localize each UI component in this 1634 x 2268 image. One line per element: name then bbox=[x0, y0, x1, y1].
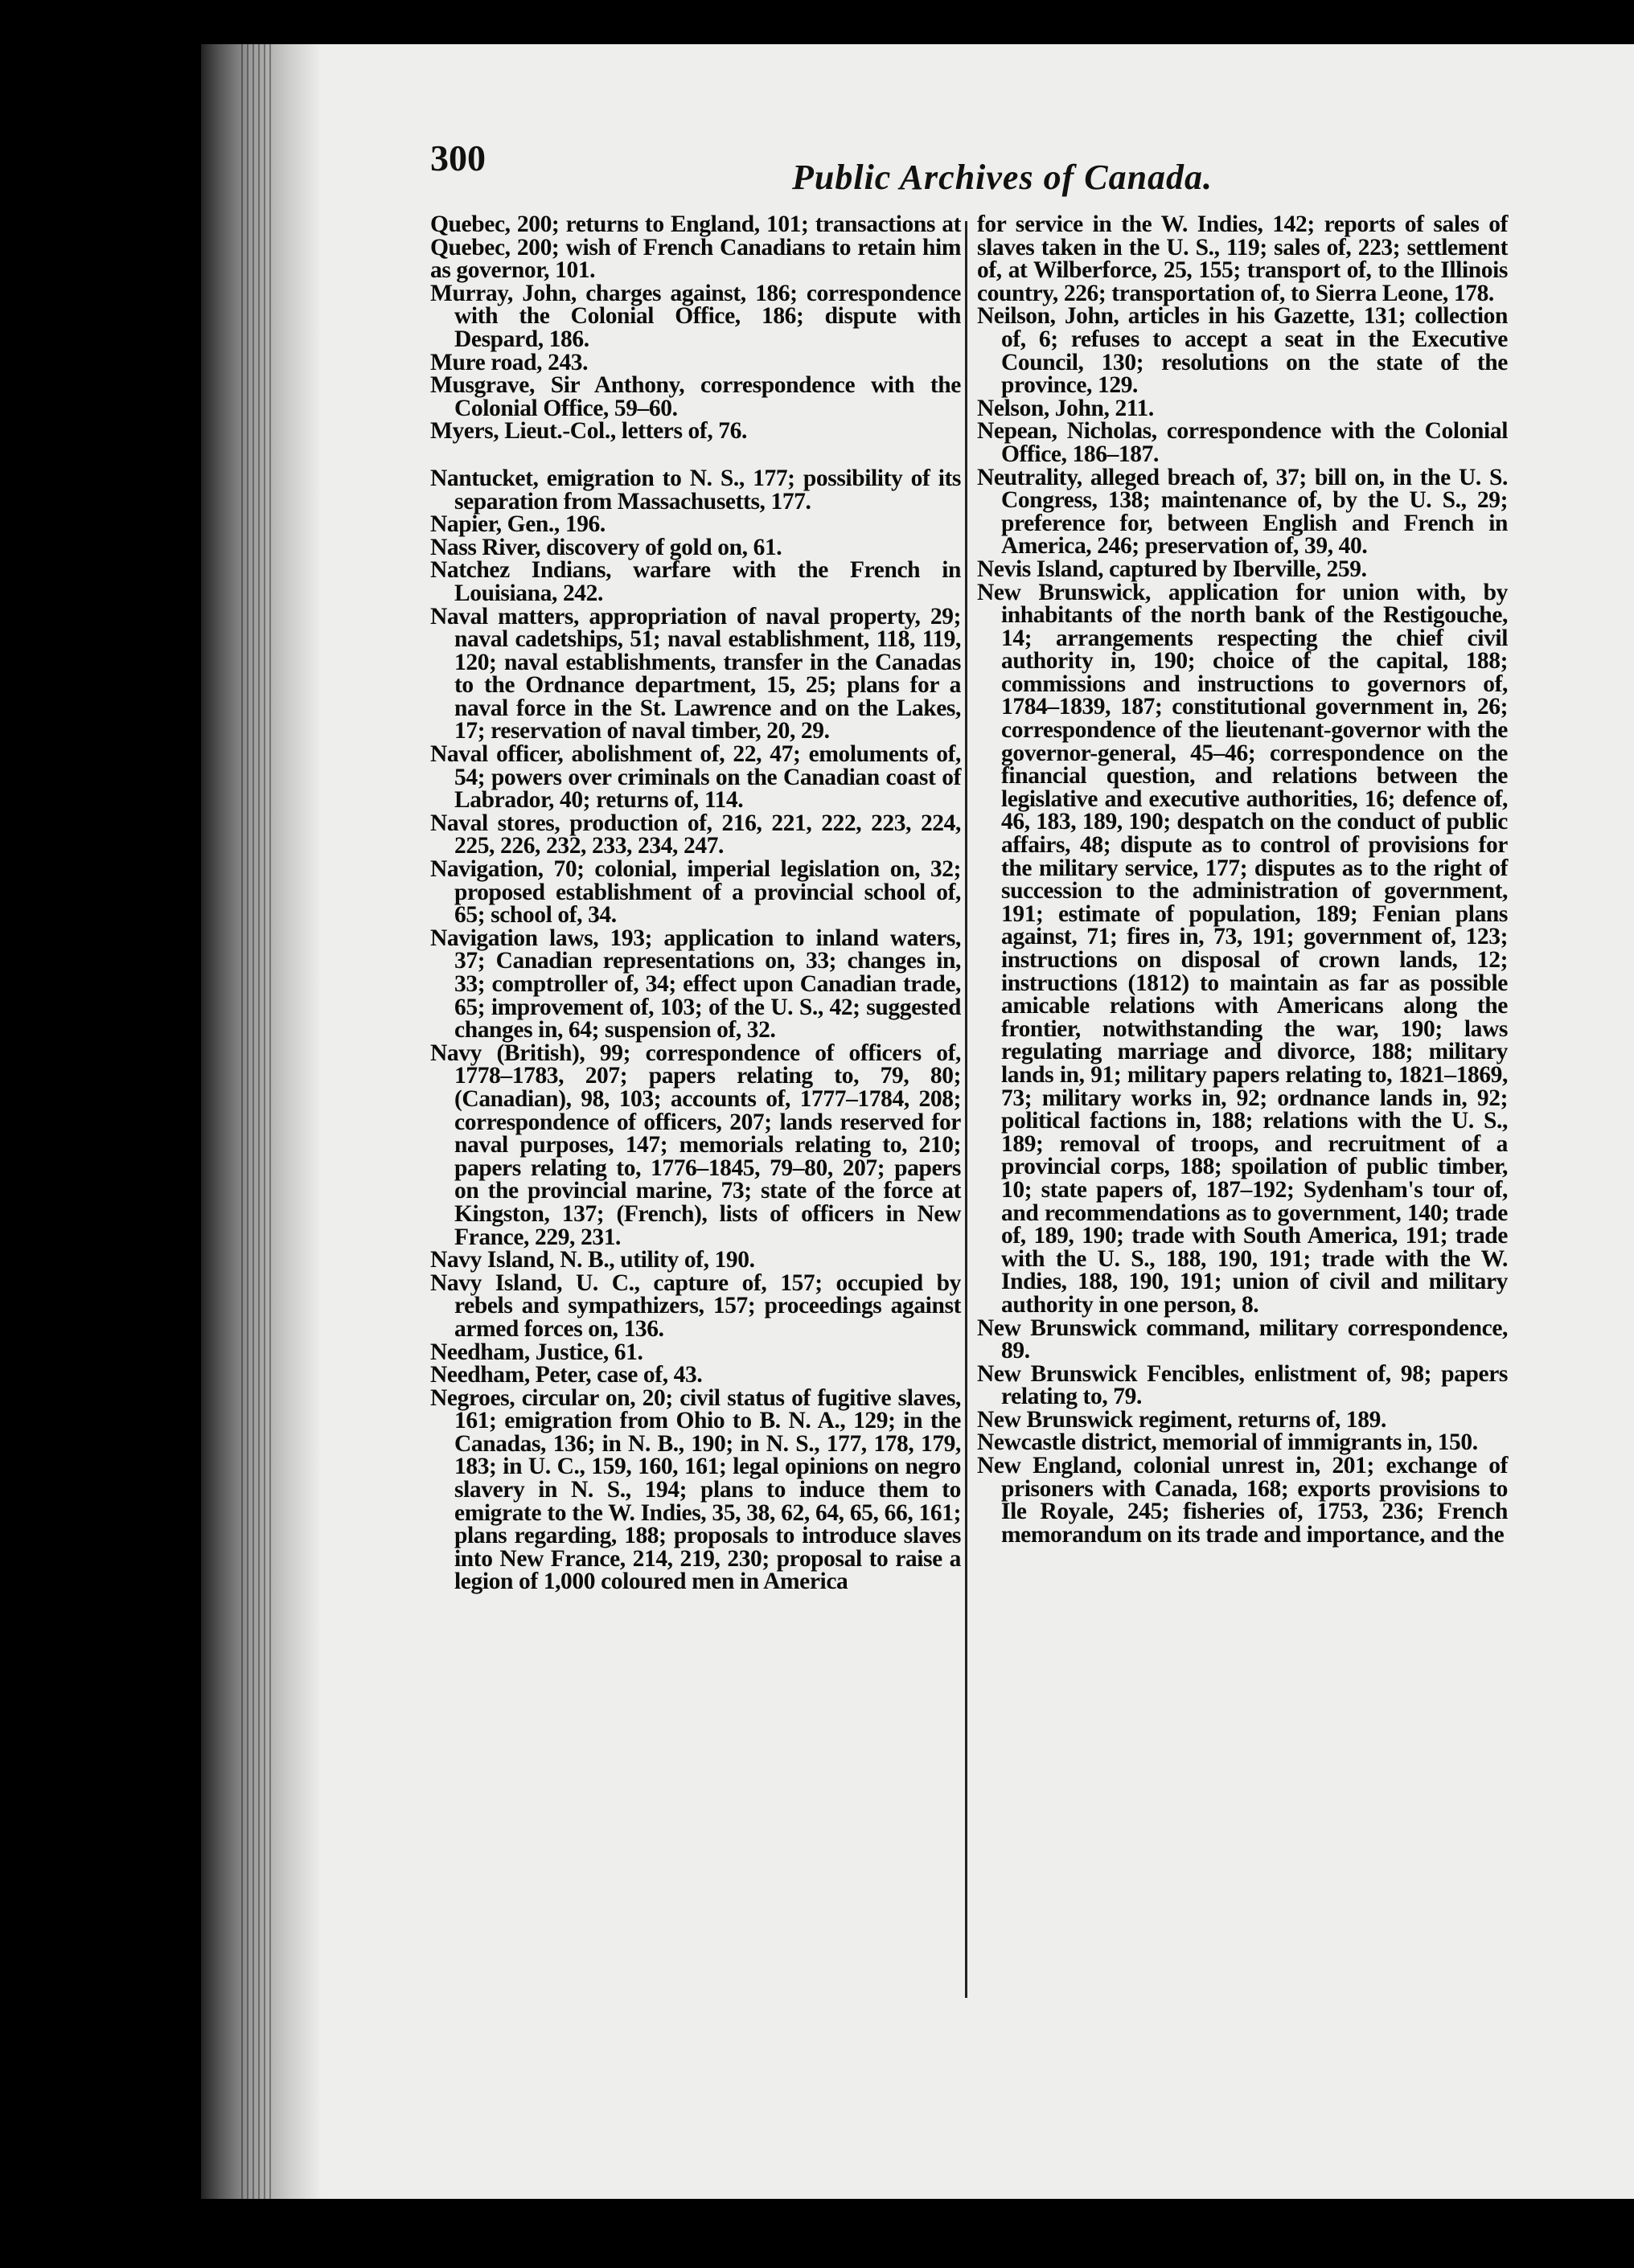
index-entry: Navigation, 70; colonial, imperial legislation on, 32; proposed establishment of a provincial school of, 65; school of, 34. bbox=[430, 856, 961, 929]
index-entry: Navigation laws, 193; application to inland waters, 37; Canadian representations on, 33; changes in, 33; comptroller of, 34; effect upon Canadian trade, 65; improvement of, 103; of the U. S., 42; suggested changes in, 64; suspension of, 32. bbox=[430, 925, 961, 1044]
index-entry: Natchez Indians, warfare with the French in Louisiana, 242. bbox=[430, 557, 961, 606]
index-entry: Naval matters, appropriation of naval property, 29; naval cadetships, 51; naval establishment, 118, 119, 120; naval establishments, transfer in the Canadas to the Ordnance department, 15, 25; plans for a naval force in the St. Lawrence and on the Lakes, 17; reservation of naval timber, 20, 29. bbox=[430, 603, 961, 744]
section-gap bbox=[430, 443, 961, 467]
index-entry-continuation: for service in the W. Indies, 142; reports of sales of slaves taken in the U. S., 119; sales of, 223; settlement of, at Wilberforce, 25, 155; transport of, to the Illinois country, 226; transportation of, to Sierra Leone, 178. bbox=[977, 211, 1508, 306]
index-entry: Myers, Lieut.-Col., letters of, 76. bbox=[430, 418, 747, 445]
running-head: Public Archives of Canada. bbox=[792, 158, 1213, 197]
page-number: 300 bbox=[430, 137, 486, 178]
index-entry: Murray, John, charges against, 186; correspondence with the Colonial Office, 186; dispute with Despard, 186. bbox=[430, 280, 961, 352]
index-entry: Nelson, John, 211. bbox=[977, 395, 1154, 421]
index-entry: Needham, Justice, 61. bbox=[430, 1339, 643, 1365]
index-entry-continuation: Quebec, 200; returns to England, 101; transactions at Quebec, 200; wish of French Canadians to retain him as governor, 101. bbox=[430, 211, 961, 284]
index-entry: Neutrality, alleged breach of, 37; bill on, in the U. S. Congress, 138; maintenance of, by the U. S., 29; preference for, between English and French in America, 246; preservation of, 39, 40. bbox=[977, 464, 1508, 560]
index-entry: Nepean, Nicholas, correspondence with the Colonial Office, 186–187. bbox=[977, 418, 1508, 467]
index-entry: New Brunswick Fencibles, enlistment of, 98; papers relating to, 79. bbox=[977, 1360, 1508, 1410]
index-entry: Newcastle district, memorial of immigrants in, 150. bbox=[977, 1429, 1478, 1456]
index-entry: Neilson, John, articles in his Gazette, 131; collection of, 6; refuses to accept a seat in the Executive Council, 130; resolutions on the state of the province, 129. bbox=[977, 303, 1508, 399]
index-entry: New Brunswick, application for union with, by inhabitants of the north bank of the Restigouche, 14; arrangements respecting the chief civil authority in, 190; choice of the capital, 188; commissions and instructions to governors of, 1784–1839, 187; constitutional government in, 26; correspondence of the lieutenant-governor with the governor-general, 45–46; correspondence on the financial question, and relations between the legislative and executive authorities, 16; defence of, 46, 183, 189, 190; despatch on the conduct of public affairs, 48; dispute as to control of provisions for the military service, 177; disputes as to the right of succession to the administration of government, 191; estimate of population, 189; Fenian plans against, 71; fires in, 73, 191; government of, 123; instructions on disposal of crown lands, 12; instructions (1812) to maintain as far as possible amicable relations with Americans along the frontier, notwithstanding the war, 190; laws regulating marriage and divorce, 188; military lands in, 91; military papers relating to, 1821–1869, 73; military works in, 92; ordnance lands in, 92; political factions in, 188; relations with the U. S., 189; removal of troops, and recruitment of a provincial corps, 188; spoilation of public timber, 10; state papers of, 187–192; Sydenham's tour of, and recommendations as to government, 140; trade of, 189, 190; trade with South America, 191; trade with the U. S., 188, 190, 191; trade with the W. Indies, 188, 190, 191; union of civil and military authority in one person, 8. bbox=[977, 579, 1508, 1318]
index-entry: Navy Island, N. B., utility of, 190. bbox=[430, 1247, 755, 1273]
index-entry: Napier, Gen., 196. bbox=[430, 511, 606, 538]
index-column-right bbox=[977, 213, 1508, 1546]
index-entry: New Brunswick command, military correspondence, 89. bbox=[977, 1314, 1508, 1364]
index-entry: Musgrave, Sir Anthony, correspondence with the Colonial Office, 59–60. bbox=[430, 372, 961, 421]
index-entry: New England, colonial unrest in, 201; exchange of prisoners with Canada, 168; exports provisions to Ile Royale, 245; fisheries of, 1753, 236; French memorandum on its trade and importance, and the bbox=[977, 1453, 1508, 1548]
index-entry: Negroes, circular on, 20; civil status of fugitive slaves, 161; emigration from Ohio to B. N. A., 129; in the Canadas, 136; in N. B., 190; in N. S., 177, 178, 179, 183; in U. C., 159, 160, 161; legal opinions on negro slavery in N. S., 194; plans to induce them to emigrate to the W. Indies, 35, 38, 62, 64, 65, 66, 161; plans regarding, 188; proposals to introduce slaves into New France, 214, 219, 230; proposal to raise a legion of 1,000 coloured men in America bbox=[430, 1384, 961, 1595]
index-entry: Nevis Island, captured by Iberville, 259. bbox=[977, 556, 1367, 582]
index-entry: Nass River, discovery of gold on, 61. bbox=[430, 534, 782, 560]
index-entry: New Brunswick regiment, returns of, 189. bbox=[977, 1406, 1386, 1433]
index-entry: Navy Island, U. C., capture of, 157; occupied by rebels and sympathizers, 157; proceedings against armed forces on, 136. bbox=[430, 1269, 961, 1342]
index-column-left bbox=[430, 213, 961, 1593]
index-entry: Needham, Peter, case of, 43. bbox=[430, 1362, 703, 1388]
index-entry: Naval stores, production of, 216, 221, 222, 223, 224, 225, 226, 232, 233, 234, 247. bbox=[430, 810, 961, 859]
column-divider bbox=[965, 221, 967, 1998]
index-entry: Navy (British), 99; correspondence of officers of, 1778–1783, 207; papers relating to, 79, 80; (Canadian), 98, 103; accounts of, 1777–1784, 208; correspondence of officers, 207; lands reserved for naval purposes, 147; memorials relating to, 210; papers relating to, 1776–1845, 79–80, 207; papers on the provincial marine, 73; state of the force at Kingston, 137; (French), lists of officers in New France, 229, 231. bbox=[430, 1040, 961, 1250]
index-entry: Nantucket, emigration to N. S., 177; possibility of its separation from Massachusetts, 177. bbox=[430, 465, 961, 515]
index-entry: Naval officer, abolishment of, 22, 47; emoluments of, 54; powers over criminals on the Canadian coast of Labrador, 40; returns of, 114. bbox=[430, 741, 961, 814]
index-entry: Mure road, 243. bbox=[430, 349, 589, 375]
binding-gutter-edge bbox=[241, 44, 273, 2199]
